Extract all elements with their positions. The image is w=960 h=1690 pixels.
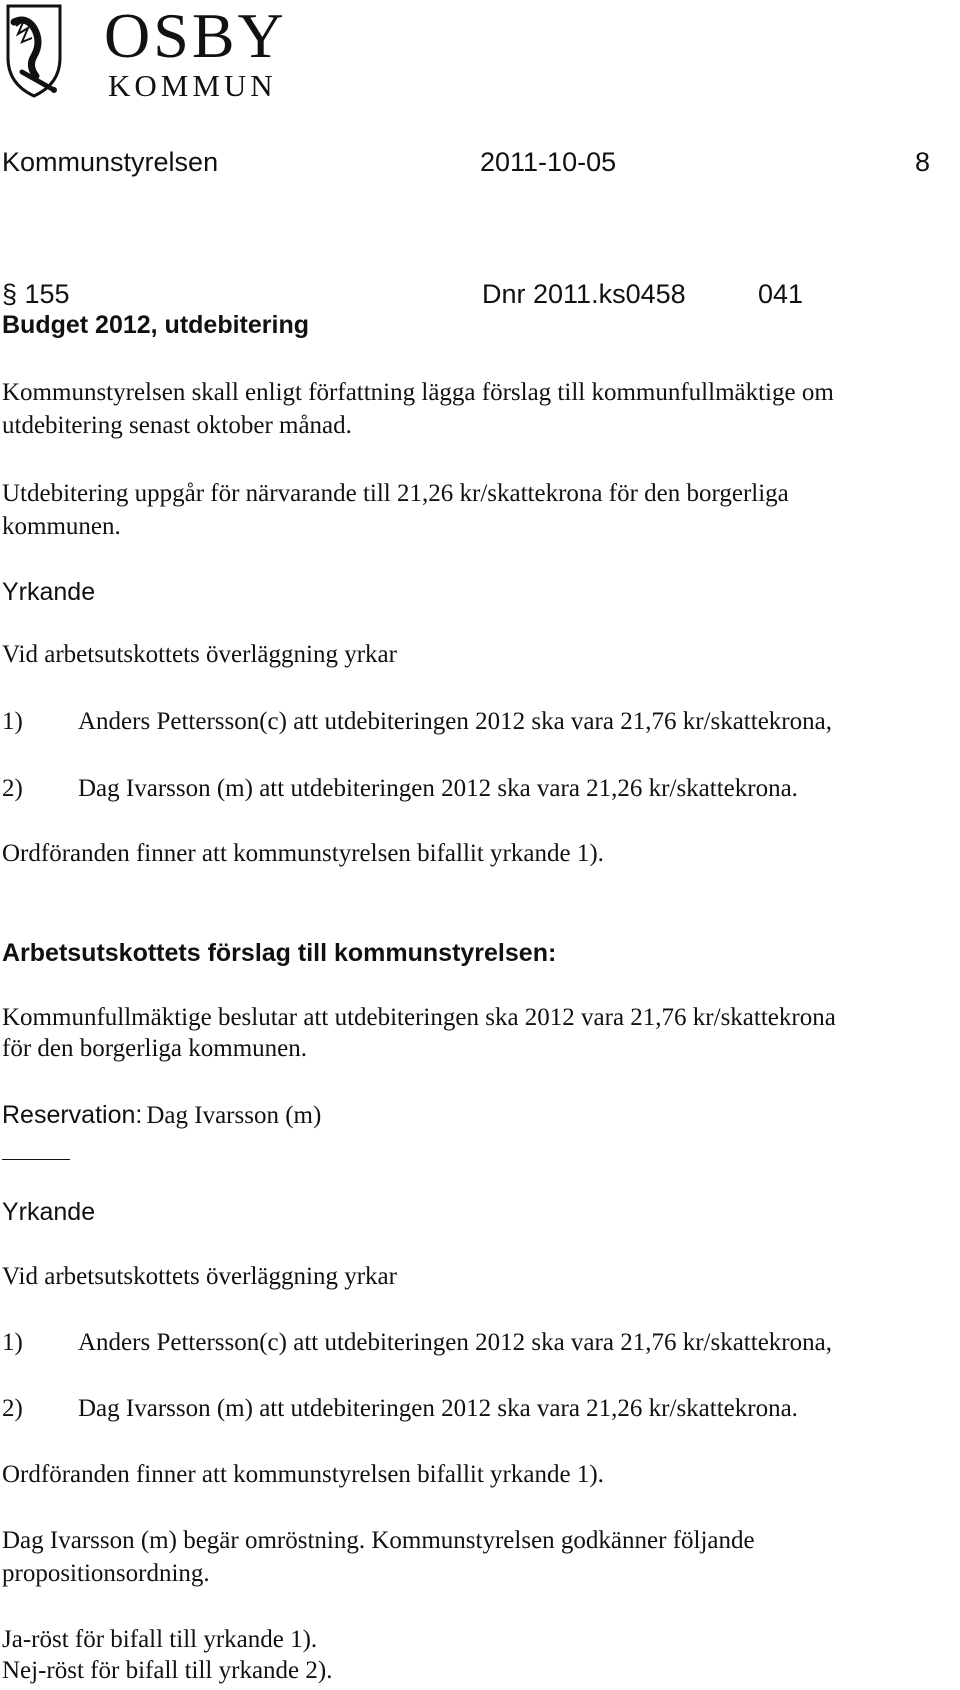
intro-paragraph-1-line-1: Kommunstyrelsen skall enligt författning lägga förslag till kommunfullmäktige om (2, 379, 834, 406)
reservation-label: Reservation: (2, 1101, 143, 1129)
list-item-number: 1) (2, 1329, 23, 1356)
list-item-text: Dag Ivarsson (m) att utdebiteringen 2012 ska vara 21,26 kr/skattekrona. (78, 1395, 798, 1422)
ruling-2: Ordföranden finner att kommunstyrelsen bifallit yrkande 1). (2, 1461, 604, 1488)
yrkande-lead-2: Vid arbetsutskottets överläggning yrkar (2, 1263, 397, 1290)
intro-paragraph-1-line-2: utdebitering senast oktober månad. (2, 412, 352, 439)
proposal-heading: Arbetsutskottets förslag till kommunstyrelsen: (2, 939, 557, 967)
divider (2, 1159, 70, 1160)
yrkande-lead-1: Vid arbetsutskottets överläggning yrkar (2, 641, 397, 668)
ruling-1: Ordföranden finner att kommunstyrelsen bifallit yrkande 1). (2, 840, 604, 867)
proposal-line-2: för den borgerliga kommunen. (2, 1035, 308, 1062)
reservation (2, 1100, 321, 1132)
diary-number: Dnr 2011.ks0458 (482, 279, 686, 309)
reservation-value: Dag Ivarsson (m) (146, 1102, 322, 1129)
header-page-number: 8 (915, 147, 931, 177)
vote-line-1: Dag Ivarsson (m) begär omröstning. Kommunstyrelsen godkänner följande (2, 1527, 755, 1554)
list-item-number: 2) (2, 775, 23, 802)
yrkande-heading-2: Yrkande (2, 1198, 96, 1226)
ja-vote: Ja-röst för bifall till yrkande 1). (2, 1626, 318, 1653)
intro-paragraph-2-line-1: Utdebitering uppgår för närvarande till 21,26 kr/skattekrona för den borgerliga (2, 480, 789, 507)
header-date: 2011-10-05 (480, 147, 617, 177)
list-item-number: 2) (2, 1395, 23, 1422)
intro-paragraph-2-line-2: kommunen. (2, 513, 121, 540)
nej-vote: Nej-röst för bifall till yrkande 2). (2, 1657, 333, 1684)
header-organ: Kommunstyrelsen (2, 147, 219, 177)
list-item-number: 1) (2, 708, 23, 735)
paragraph-number: § 155 (2, 279, 70, 309)
logo-name: OSBY (104, 0, 287, 71)
vote-line-2: propositionsordning. (2, 1560, 210, 1587)
osby-kommun-logo (4, 0, 287, 103)
list-item-text: Anders Pettersson(c) att utdebiteringen 2012 ska vara 21,76 kr/skattekrona, (78, 708, 832, 735)
classification-code: 041 (758, 279, 804, 309)
proposal-line-1: Kommunfullmäktige beslutar att utdebiteringen ska 2012 vara 21,76 kr/skattekrona (2, 1004, 836, 1031)
coat-of-arms-icon (4, 2, 64, 98)
logo-subtitle: KOMMUN (108, 68, 277, 103)
section-title: Budget 2012, utdebitering (2, 311, 309, 339)
yrkande-heading-1: Yrkande (2, 578, 96, 606)
list-item-text: Anders Pettersson(c) att utdebiteringen 2012 ska vara 21,76 kr/skattekrona, (78, 1329, 832, 1356)
list-item-text: Dag Ivarsson (m) att utdebiteringen 2012 ska vara 21,26 kr/skattekrona. (78, 775, 798, 802)
